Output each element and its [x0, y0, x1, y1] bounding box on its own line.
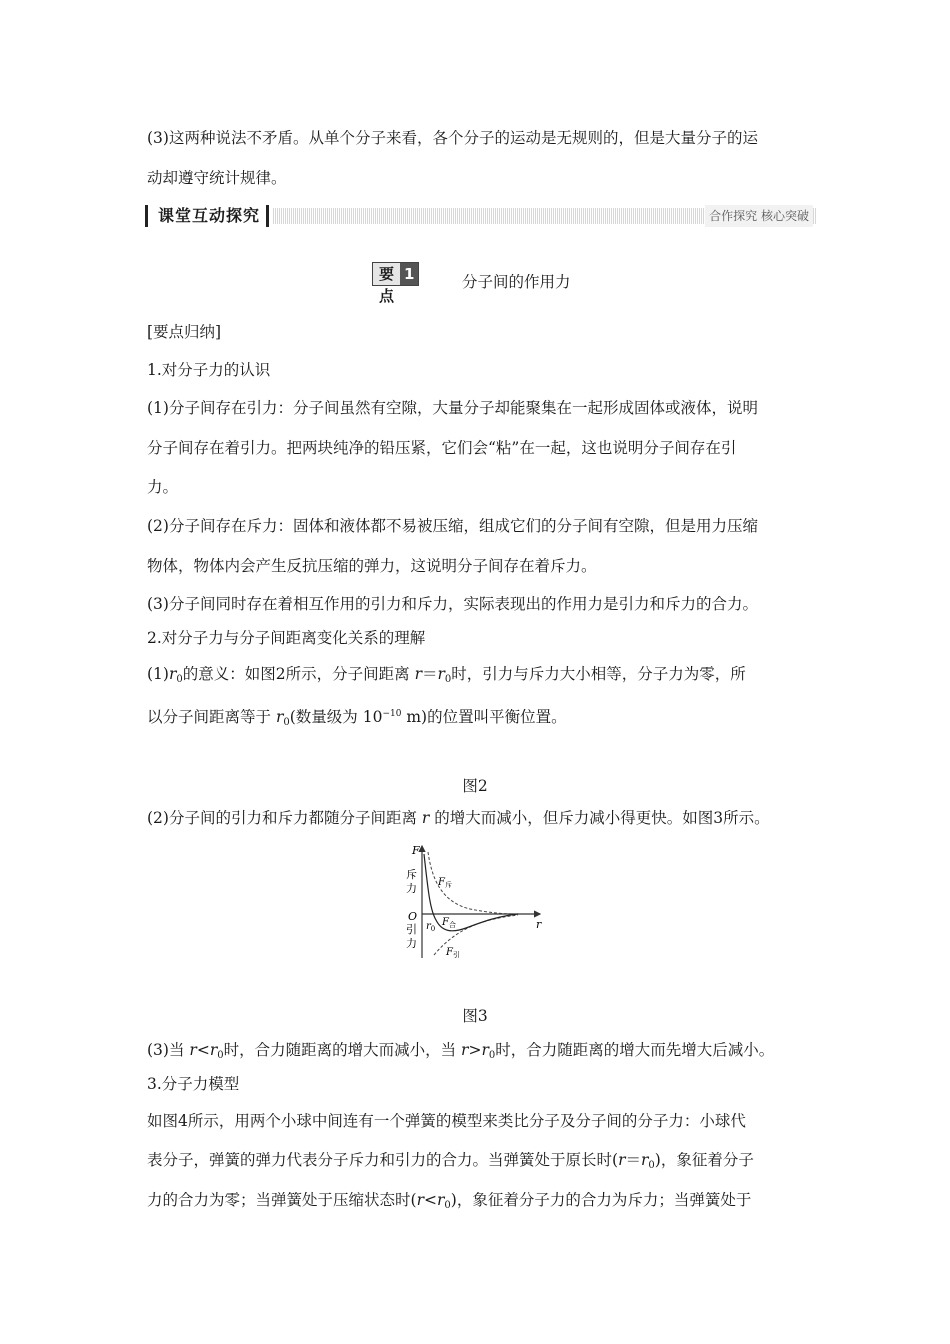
summary-header: [要点归纳] [147, 323, 222, 341]
key-point-badge [372, 262, 419, 305]
paragraph-line: 动却遵守统计规律。 [147, 169, 287, 187]
r0-label: $r_0$ [426, 921, 436, 933]
paragraph-line: 如图4所示，用两个小球中间连有一个弹簧的模型来类比分子及分子间的分子力：小球代 [147, 1112, 746, 1130]
section-heading: 3.分子力模型 [147, 1075, 240, 1093]
banner-title: 课堂互动探究 [145, 205, 269, 227]
net-force-curve [424, 854, 518, 931]
y-axis-label: F [412, 844, 420, 857]
f-repulsion-label: $F_斥$ [438, 877, 452, 889]
paragraph-line: 力。 [147, 478, 179, 496]
paragraph-line: 以分子间距离等于 $r_0$(数量级为 $10^{-10}$ m)的位置叫平衡位置。 [147, 708, 567, 728]
paragraph-line: 物体，物体内会产生反抗压缩的弹力，这说明分子间存在着斥力。 [147, 557, 597, 575]
figure-3-force-graph [390, 840, 550, 965]
paragraph-line: $(1)r_0$的意义：如图2所示，分子间距离 $r=r_0$时，引力与斥力大小相等，分子力为零，所 [147, 665, 746, 685]
paragraph-line: (3)这两种说法不矛盾。从单个分子来看，各个分子的运动是无规则的，但是大量分子的运 [147, 129, 758, 147]
key-point-number: 1 [400, 263, 418, 285]
section-heading: 2.对分子力与分子间距离变化关系的理解 [147, 629, 426, 647]
paragraph-line: (1)分子间存在引力：分子间虽然有空隙，大量分子却能聚集在一起形成固体或液体，说明 [147, 399, 758, 417]
key-point-title: 分子间的作用力 [462, 273, 571, 291]
paragraph-line: (2)分子间的引力和斥力都随分子间距离 r 的增大而减小，但斥力减小得更快。如图3所示。 [147, 809, 770, 827]
figure-2-caption: 图2 [462, 777, 488, 795]
key-point-label: 要点 [373, 263, 400, 285]
paragraph-line: (3)分子间同时存在着相互作用的引力和斥力，实际表现出的作用力是引力和斥力的合力。 [147, 595, 758, 613]
section-heading: 1.对分子力的认识 [147, 361, 271, 379]
figure-3-caption: 图3 [462, 1007, 488, 1025]
repulsion-label: 力 [406, 882, 417, 895]
banner-subtitle: 合作探究 核心突破 [705, 205, 813, 227]
paragraph-line: (2)分子间存在斥力：固体和液体都不易被压缩，组成它们的分子间有空隙，但是用力压缩 [147, 517, 758, 535]
paragraph-line: (3)当 $r<r_0$时，合力随距离的增大而减小，当 $r>r_0$时，合力随距离的增大而先增大后减小。 [147, 1041, 775, 1061]
paragraph-line: 力的合力为零；当弹簧处于压缩状态时$(r<r_0)$，象征着分子力的合力为斥力；当弹簧处于 [147, 1191, 752, 1211]
f-net-label: $F_合$ [442, 917, 456, 929]
f-attraction-label: $F_引$ [446, 947, 460, 959]
x-axis-label: r [536, 918, 542, 931]
attraction-label: 引 [406, 923, 417, 936]
paragraph-line: 分子间存在着引力。把两块纯净的铅压紧，它们会“粘”在一起，这也说明分子间存在引 [147, 439, 737, 457]
attraction-label: 力 [406, 937, 417, 950]
repulsion-label: 斥 [406, 868, 417, 881]
paragraph-line: 表分子，弹簧的弹力代表分子斥力和引力的合力。当弹簧处于原长时$(r=r_0)$，象征着分子 [147, 1151, 754, 1171]
section-banner [145, 205, 817, 227]
origin-label: O [408, 910, 418, 923]
